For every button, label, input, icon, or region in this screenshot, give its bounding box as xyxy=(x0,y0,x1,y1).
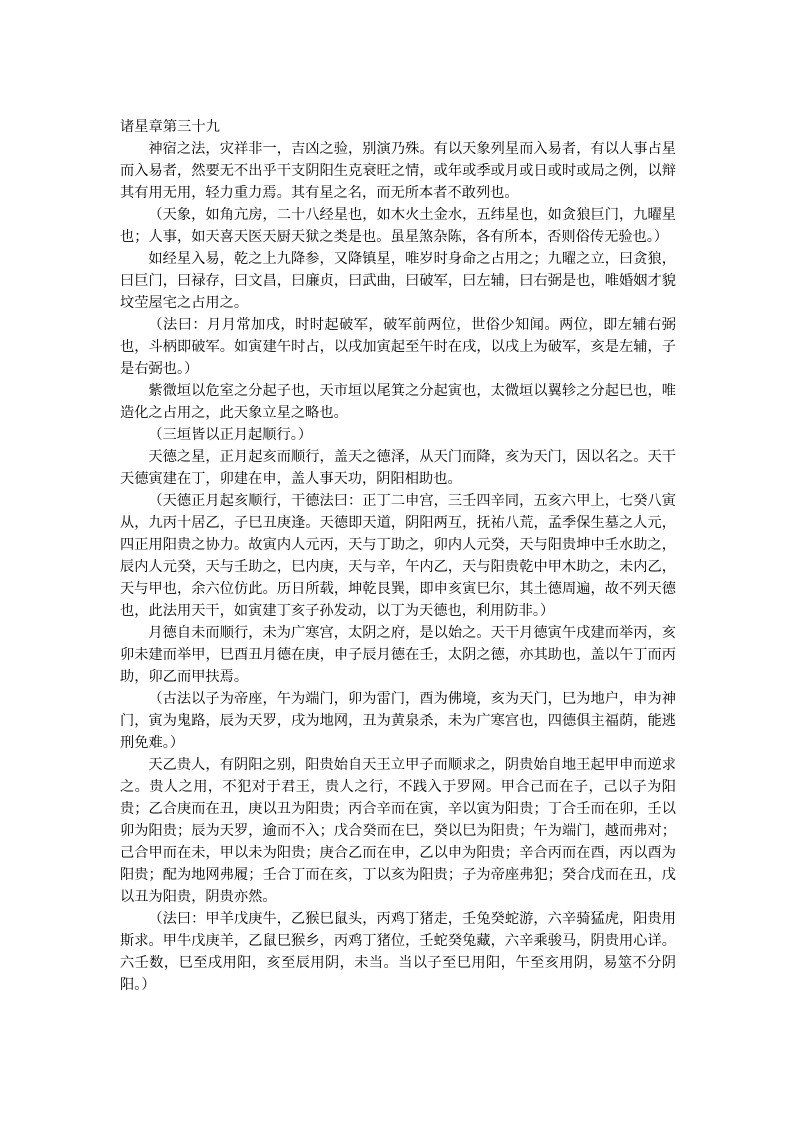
text-column xyxy=(120,116,676,996)
paragraph: （法曰：甲羊戊庚牛，乙猴巳鼠头，丙鸡丁猪走，壬兔癸蛇游，六辛骑猛虎，阳贵用斯求。甲牛戊庚羊，乙鼠巳猴乡，丙鸡丁猪位，壬蛇癸兔藏，六辛乘骏马，阴贵用心详。六壬数，巳至戌用阳，亥至辰用阴，未当。当以子至巳用阳，午至亥用阴，易筮不分阴阳。） xyxy=(120,911,676,993)
paragraph: （三垣皆以正月起顺行。） xyxy=(148,427,313,443)
paragraph: （古法以子为帝座，午为端门，卯为雷门，酉为佛境，亥为天门，巳为地户，申为神门，寅为鬼路，辰为天罗，戌为地网，丑为黄泉杀，未为广寒宫也，四德俱主福荫，能逃刑免难。） xyxy=(120,691,676,751)
paragraph: 神宿之法，灾祥非一，吉凶之验，别演乃殊。有以天象列星而入易者，有以人事占星而入易者，然要无不出乎干支阴阳生克衰旺之情，或年或季或月或日或时或局之例，以辩其有用无用，轻力重力焉。其有星之名，而无所本者不敢列也。 xyxy=(120,141,676,201)
paragraph: 如经星入易，乾之上九降参，又降镇星，唯岁时身命之占用之；九曜之立，曰贪狼，曰巨门，曰禄存，曰文昌，曰廉贞，曰武曲，曰破军，曰左辅，曰右弼是也，唯婚姻才貌坟茔屋宅之占用之。 xyxy=(120,251,676,311)
paragraph: （法曰：月月常加戌，时时起破军，破军前两位，世俗少知闻。两位，即左辅右弼也，斗柄即破军。如寅建午时占，以戌加寅起至午时在戌，以戌上为破军，亥是左辅，子是右弼也。） xyxy=(120,317,676,377)
paragraph: 天德之星，正月起亥而顺行，盖天之德泽，从天门而降，亥为天门，因以名之。天干天德寅建在丁，卯建在申，盖人事天功，阴阳相助也。 xyxy=(120,449,676,487)
paragraph: （天德正月起亥顺行，干德法曰：正丁二申宫，三壬四辛同，五亥六甲上，七癸八寅从，九丙十居乙，子巳丑庚逢。天德即天道，阴阳两互，抚祐八荒，孟季保生墓之人元，四正用阳贵之协力。故寅内人元丙，天与丁助之，卯内人元癸，天与阳贵坤中壬水助之，辰内人元癸，天与壬助之，巳内庚，天与辛，午内乙，天与阳贵乾中甲木助之，未内乙，天与甲也，余六位仿此。历日所载，坤乾艮巽，即申亥寅巳尔，其土德周遍，故不列天德也，此法用天干，如寅建丁亥子孙发动，以丁为天德也，利用防非。） xyxy=(120,493,676,619)
paragraph: 天乙贵人，有阴阳之别，阳贵始自天王立甲子而顺求之，阴贵始自地王起甲申而逆求之。贵人之用，不犯对于君王，贵人之行，不践入于罗网。甲合己而在子，己以子为阳贵；乙合庚而在丑，庚以丑为阳贵；丙合辛而在寅，辛以寅为阳贵；丁合壬而在卯，壬以卯为阳贵；辰为天罗，逾而不入；戊合癸而在巳，癸以巳为阳贵；午为端门，越而弗对；己合甲而在未，甲以未为阳贵；庚合乙而在申，乙以申为阳贵；辛合丙而在酉，丙以酉为阳贵；配为地网弗履；壬合丁而在亥，丁以亥为阳贵；子为帝座弗犯；癸合戊而在丑，戊以丑为阳贵，阴贵亦然。 xyxy=(120,757,676,905)
paragraph: 月德自未而顺行，未为广寒宫，太阴之府，是以始之。天干月德寅午戌建而举丙，亥卯未建而举甲，巳酉丑月德在庚，申子辰月德在壬，太阴之德，亦其助也，盖以午丁而丙助，卯乙而甲扶焉。 xyxy=(120,625,676,685)
paragraph: 紫微垣以危室之分起子也，天市垣以尾箕之分起寅也，太微垣以翼轸之分起巳也，唯造化之占用之，此天象立星之略也。 xyxy=(120,383,676,421)
paragraph: （天象，如角亢房，二十八经星也，如木火土金水，五纬星也，如贪狼巨门，九曜星也；人事，如天喜天医天厨天狱之类是也。虽星煞杂陈，各有所本，否则俗传无验也。） xyxy=(120,207,676,245)
page-title: 诸星章第三十九 xyxy=(120,119,221,135)
